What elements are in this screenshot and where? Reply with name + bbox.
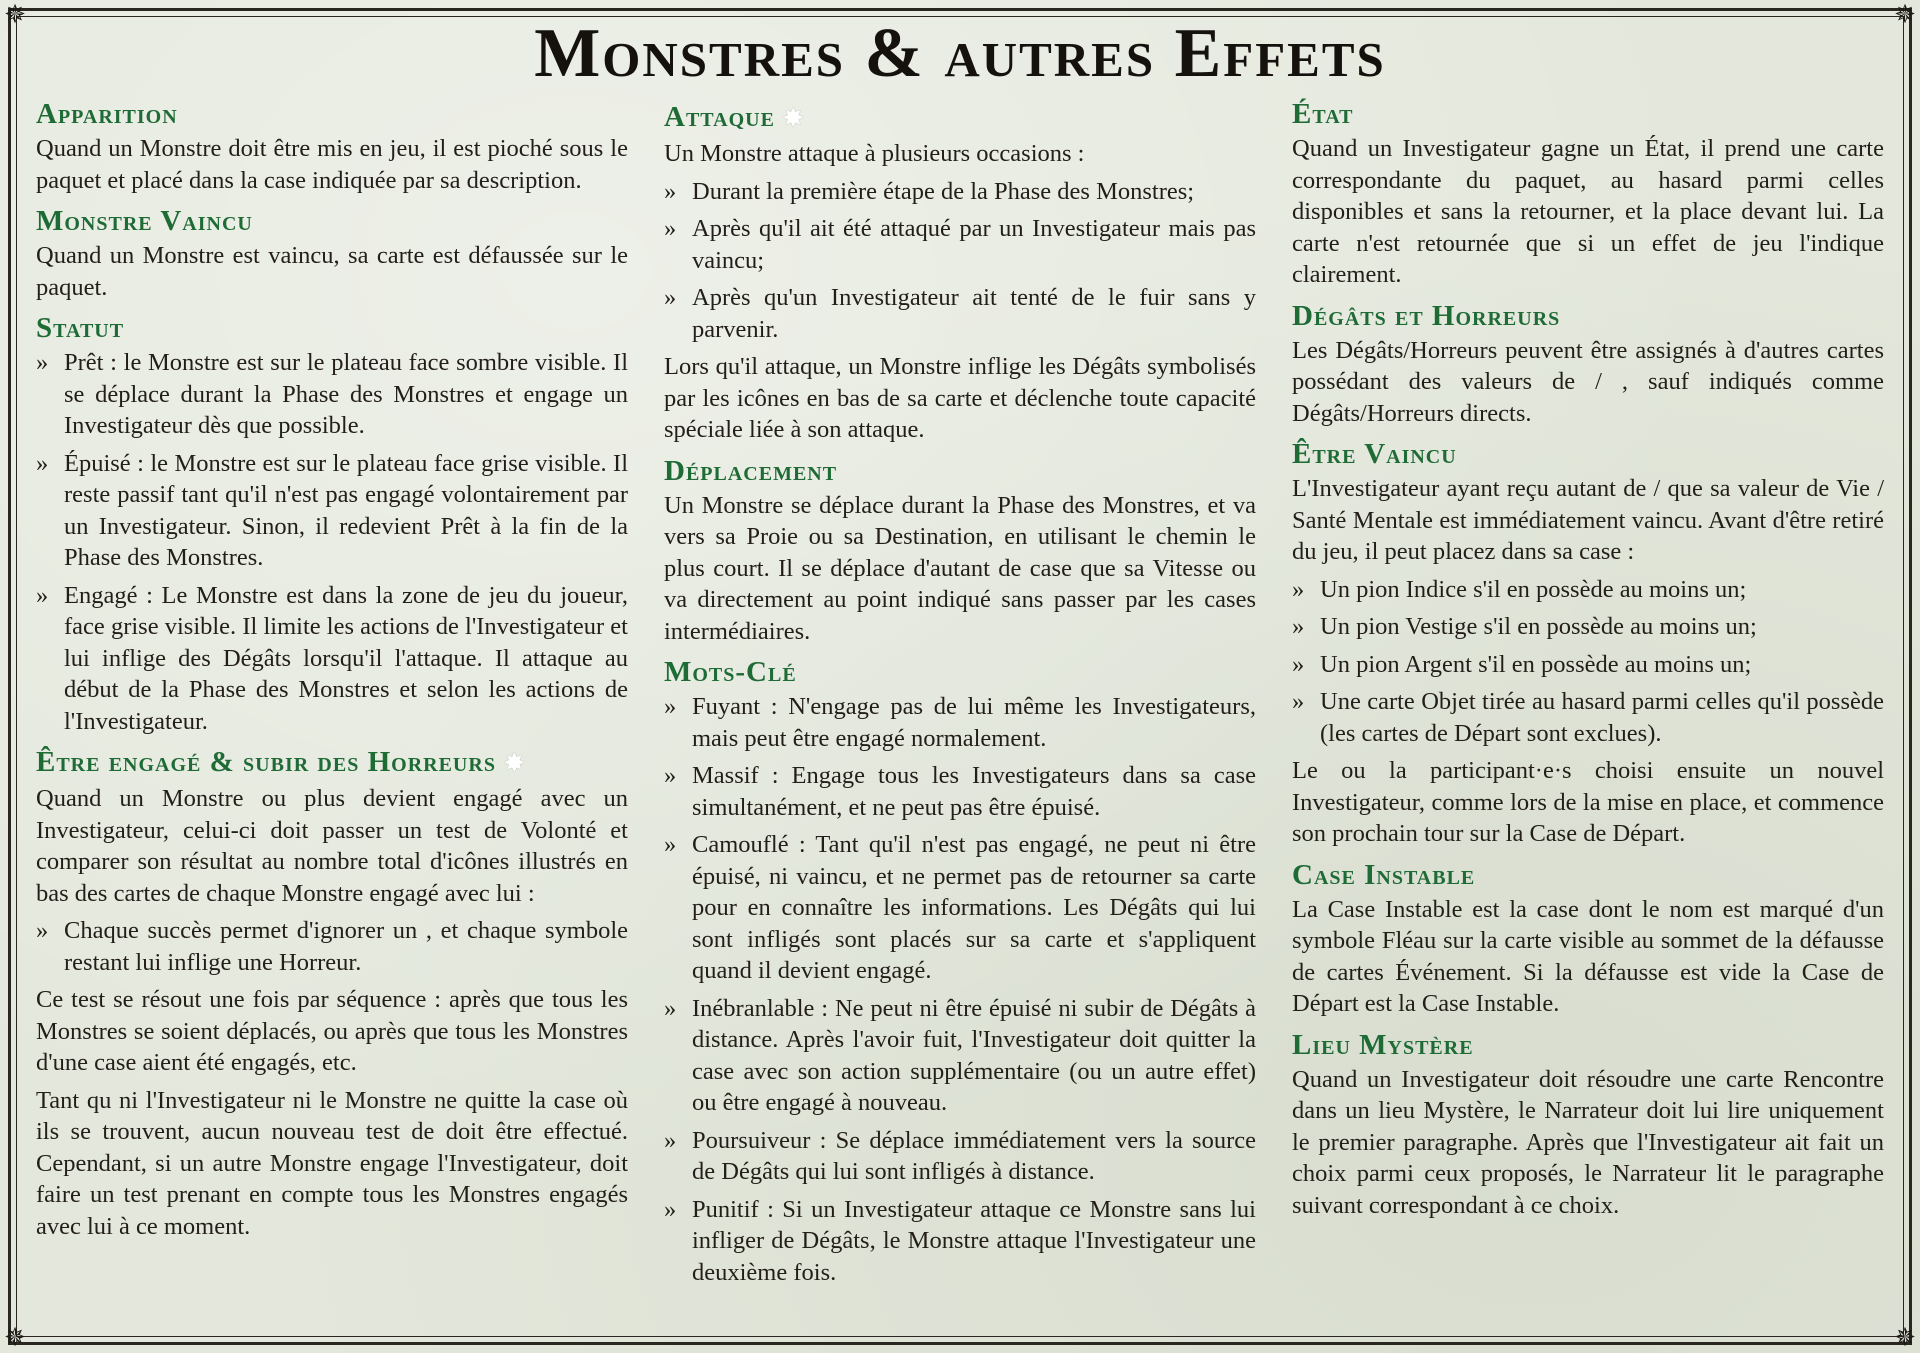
list-item: » Inébranlable : Ne peut ni être épuisé ni subir de Dégâts à distance. Après l'avoir fuit, l'Investigateur doit quitter la case avec son action supplémentaire (ou un autre effet) ou être engagé à nouveau.	[664, 994, 1256, 1116]
list-item-text: Après qu'un Investigateur ait tenté de le fuir sans y parvenir.	[692, 284, 1256, 343]
fleuron-icon: ✵	[1894, 0, 1916, 29]
vaincu-list	[1292, 574, 1884, 750]
section-attaque	[664, 98, 1256, 446]
section-etre-engage	[36, 743, 628, 1242]
section-text: Quand un Monstre doit être mis en jeu, il est pioché sous le paquet et placé dans la case indiquée par sa description.	[36, 135, 628, 194]
list-item: » Un pion Argent s'il en possède au moins un;	[1292, 650, 1752, 678]
section-etat	[1292, 95, 1884, 291]
list-item: » Poursuiveur : Se déplace immédiatement vers la source de Dégâts qui lui sont infligés à distance.	[664, 1126, 1256, 1185]
list-item-text: Un pion Argent s'il en possède au moins un;	[1320, 650, 1752, 678]
list-item-text: Punitif : Si un Investigateur attaque ce Monstre sans lui infliger de Dégâts, le Monstre attaque l'Investigateur une deuxième fois.	[692, 1195, 1256, 1286]
section-heading: Dégâts et Horreurs	[1292, 299, 1561, 332]
section-text: Quand un Investigateur doit résoudre une carte Rencontre dans un lieu Mystère, le Narrateur doit lui lire uniquement le premier paragraphe. Après que l'Investigateur ait fait un choix parmi ceux proposés, le Narrateur lit le paragraphe suivant correspondant à ce choix.	[1292, 1065, 1884, 1219]
section-text: L'Investigateur ayant reçu autant de / que sa valeur de Vie / Santé Mentale est immédiatement vaincu. Avant d'être retiré du jeu, il peut placez dans sa case :	[1292, 475, 1884, 565]
star-icon: ✸	[504, 751, 526, 777]
section-mots-cle	[664, 653, 1256, 1288]
section-text: Un Monstre se déplace durant la Phase des Monstres, et va vers sa Proie ou sa Destination, en utilisant le chemin le plus court. Il se déplace d'autant de case que sa Vitesse ou va directement au point indiqué sans passer par les cases intermédiaires.	[664, 491, 1256, 645]
list-item-text: Après qu'il ait été attaqué par un Investigateur mais pas vaincu;	[692, 215, 1256, 274]
section-heading: Déplacement	[664, 454, 838, 487]
section-text: Quand un Investigateur gagne un État, il prend une carte correspondante du paquet, au hasard parmi celles disponibles et sans la retourner, et la place devant lui. La carte n'est retournée que si un effet de jeu l'indique clairement.	[1292, 135, 1884, 288]
list-item-text: Prêt : le Monstre est sur le plateau face sombre visible. Il se déplace durant la Phase des Monstres et engage un Investigateur dès que possible.	[64, 349, 628, 439]
section-text: Un Monstre attaque à plusieurs occasions :	[664, 140, 1085, 167]
section-statut	[36, 309, 628, 737]
section-heading: Monstre Vaincu	[36, 205, 253, 237]
heading-text: Être engagé & subir des Horreurs	[36, 746, 496, 778]
section-text: La Case Instable est la case dont le nom est marqué d'un symbole Fléau sur la carte visible au sommet de la défausse de cartes Événement. Si la défausse est vide la Case de Départ est la Case Instable.	[1292, 895, 1884, 1017]
list-item: » Un pion Vestige s'il en possède au moins un;	[1292, 613, 1757, 640]
section-etre-vaincu	[1292, 435, 1884, 850]
section-heading	[36, 743, 628, 783]
section-text: Tant qu ni l'Investigateur ni le Monstre ne quitte la case où ils se trouvent, aucun nouveau test de doit être effectué. Cependant, si un autre Monstre engage l'Investigateur, doit faire un test prenant en compte tous les Monstres engagés avec lui à ce moment.	[36, 1086, 628, 1240]
section-heading: Être Vaincu	[1292, 438, 1457, 470]
section-heading: Case Instable	[1292, 858, 1476, 891]
list-item: » Engagé : Le Monstre est dans la zone de jeu du joueur, face grise visible. Il limite les actions de l'Investigateur et lui inflige des Dégâts lorsqu'il l'attaque. Il attaque au début de la Phase des Monstres et selon les actions de l'Investigateur.	[36, 581, 628, 735]
column-1	[36, 95, 628, 1248]
list-item-text: Chaque succès permet d'ignorer un , et chaque symbole restant lui inflige une Horreur.	[64, 917, 628, 976]
section-deplacement	[664, 452, 1256, 648]
list-item-text: Engagé : Le Monstre est dans la zone de jeu du joueur, face grise visible. Il limite les actions de l'Investigateur et lui inflige des Dégâts lorsqu'il l'attaque. Il attaque au début de la Phase des Monstres et selon les actions de l'Investigateur.	[64, 581, 628, 735]
list-item-text: Durant la première étape de la Phase des Monstres;	[692, 177, 1195, 205]
mots-cle-list	[664, 691, 1256, 1288]
list-item: » Massif : Engage tous les Investigateurs dans sa case simultanément, et ne peut pas être épuisé.	[664, 762, 1256, 821]
section-text: Quand un Monstre ou plus devient engagé avec un Investigateur, celui-ci doit passer un test de Volonté et comparer son résultat au nombre total d'icônes illustrés en bas des cartes de chaque Monstre engagé avec lui :	[36, 785, 628, 907]
section-text: Lors qu'il attaque, un Monstre inflige les Dégâts symbolisés par les icônes en bas de sa carte et déclenche toute capacité spéciale liée à son attaque.	[664, 353, 1256, 443]
fleuron-icon: ✵	[4, 0, 26, 29]
section-text: Le ou la participant·e·s choisi ensuite un nouvel Investigateur, comme lors de la mise en place, et commence son prochain tour sur la Case de Départ.	[1292, 757, 1884, 847]
section-text: Ce test se résout une fois par séquence : après que tous les Monstres se soient déplacés, ou après que tous les Monstres d'une case aient été engagés, etc.	[36, 986, 628, 1076]
section-heading: Mots-Clé	[664, 656, 797, 688]
section-heading: État	[1292, 98, 1354, 130]
engage-list	[36, 915, 628, 978]
fleuron-icon: ✵	[4, 1323, 26, 1352]
section-lieu-mystere	[1292, 1026, 1884, 1222]
column-3	[1292, 95, 1884, 1227]
section-degats-horreurs	[1292, 297, 1884, 430]
list-item: » Chaque succès permet d'ignorer un , et chaque symbole restant lui inflige une Horreur.	[36, 917, 628, 976]
list-item: » Une carte Objet tirée au hasard parmi celles qu'il possède (les cartes de Départ sont exclues).	[1292, 688, 1884, 747]
statut-list	[36, 347, 628, 737]
section-monstre-vaincu	[36, 202, 628, 303]
section-text: Les Dégâts/Horreurs peuvent être assignés à d'autres cartes possédant des valeurs de / , sauf indiqués comme Dégâts/Horreurs directs.	[1292, 336, 1884, 427]
list-item: » Durant la première étape de la Phase des Monstres;	[664, 177, 1195, 205]
list-item-text: Poursuiveur : Se déplace immédiatement vers la source de Dégâts qui lui sont infligés à distance.	[692, 1126, 1256, 1185]
list-item-text: Camouflé : Tant qu'il n'est pas engagé, ne peut ni être épuisé, ni vaincu, et ne permet pas de retourner sa carte pour en connaître les informations. Les Dégâts qui lui sont infligés sont placés sur sa carte et s'appliquent quand il devient engagé.	[692, 831, 1256, 984]
section-apparition	[36, 95, 628, 196]
list-item: » Camouflé : Tant qu'il n'est pas engagé, ne peut ni être épuisé, ni vaincu, et ne permet pas de retourner sa carte pour en connaître les informations. Les Dégâts qui lui sont infligés sont placés sur sa carte et s'appliquent quand il devient engagé.	[664, 831, 1256, 984]
list-item-text: Un pion Vestige s'il en possède au moins un;	[1320, 613, 1757, 640]
list-item: » Un pion Indice s'il en possède au moins un;	[1292, 575, 1747, 603]
list-item-text: Épuisé : le Monstre est sur le plateau face grise visible. Il reste passif tant qu'il n'est pas engagé volontairement par un Investigateur. Sinon, il redevient Prêt à la fin de la Phase des Monstres.	[64, 449, 628, 571]
list-item: » Prêt : le Monstre est sur le plateau face sombre visible. Il se déplace durant la Phase des Monstres et engage un Investigateur dès que possible.	[36, 349, 628, 439]
section-case-instable	[1292, 856, 1884, 1020]
list-item: » Punitif : Si un Investigateur attaque ce Monstre sans lui infliger de Dégâts, le Monstre attaque l'Investigateur une deuxième fois.	[664, 1195, 1256, 1286]
column-2	[664, 98, 1256, 1294]
section-heading: Lieu Mystère	[1292, 1028, 1474, 1061]
list-item: » Après qu'un Investigateur ait tenté de le fuir sans y parvenir.	[664, 284, 1256, 343]
attaque-list	[664, 176, 1256, 346]
page-title: Monstres & autres Effets	[534, 15, 1386, 92]
list-item-text: Massif : Engage tous les Investigateurs dans sa case simultanément, et ne peut pas être épuisé.	[692, 762, 1256, 821]
list-item: » Fuyant : N'engage pas de lui même les Investigateurs, mais peut être engagé normalement.	[664, 693, 1256, 752]
list-item-text: Inébranlable : Ne peut ni être épuisé ni subir de Dégâts à distance. Après l'avoir fuit, l'Investigateur doit quitter la case avec son action supplémentaire (ou un autre effet) ou être engagé à nouveau.	[692, 994, 1256, 1116]
list-item: » Épuisé : le Monstre est sur le plateau face grise visible. Il reste passif tant qu'il n'est pas engagé volontairement par un Investigateur. Sinon, il redevient Prêt à la fin de la Phase des Monstres.	[36, 449, 628, 571]
section-text: Quand un Monstre est vaincu, sa carte est défaussée sur le paquet.	[36, 242, 628, 301]
heading-text: Attaque	[664, 101, 775, 133]
list-item-text: Un pion Indice s'il en possède au moins un;	[1320, 575, 1747, 603]
section-heading	[664, 98, 1256, 138]
list-item-text: Fuyant : N'engage pas de lui même les Investigateurs, mais peut être engagé normalement.	[692, 693, 1256, 752]
section-heading: Apparition	[36, 98, 178, 130]
fleuron-icon: ✵	[1894, 1323, 1916, 1352]
star-icon: ✸	[783, 106, 805, 132]
list-item-text: Une carte Objet tirée au hasard parmi celles qu'il possède (les cartes de Départ sont exclues).	[1320, 688, 1884, 747]
section-heading: Statut	[36, 312, 125, 344]
list-item: » Après qu'il ait été attaqué par un Investigateur mais pas vaincu;	[664, 215, 1256, 274]
